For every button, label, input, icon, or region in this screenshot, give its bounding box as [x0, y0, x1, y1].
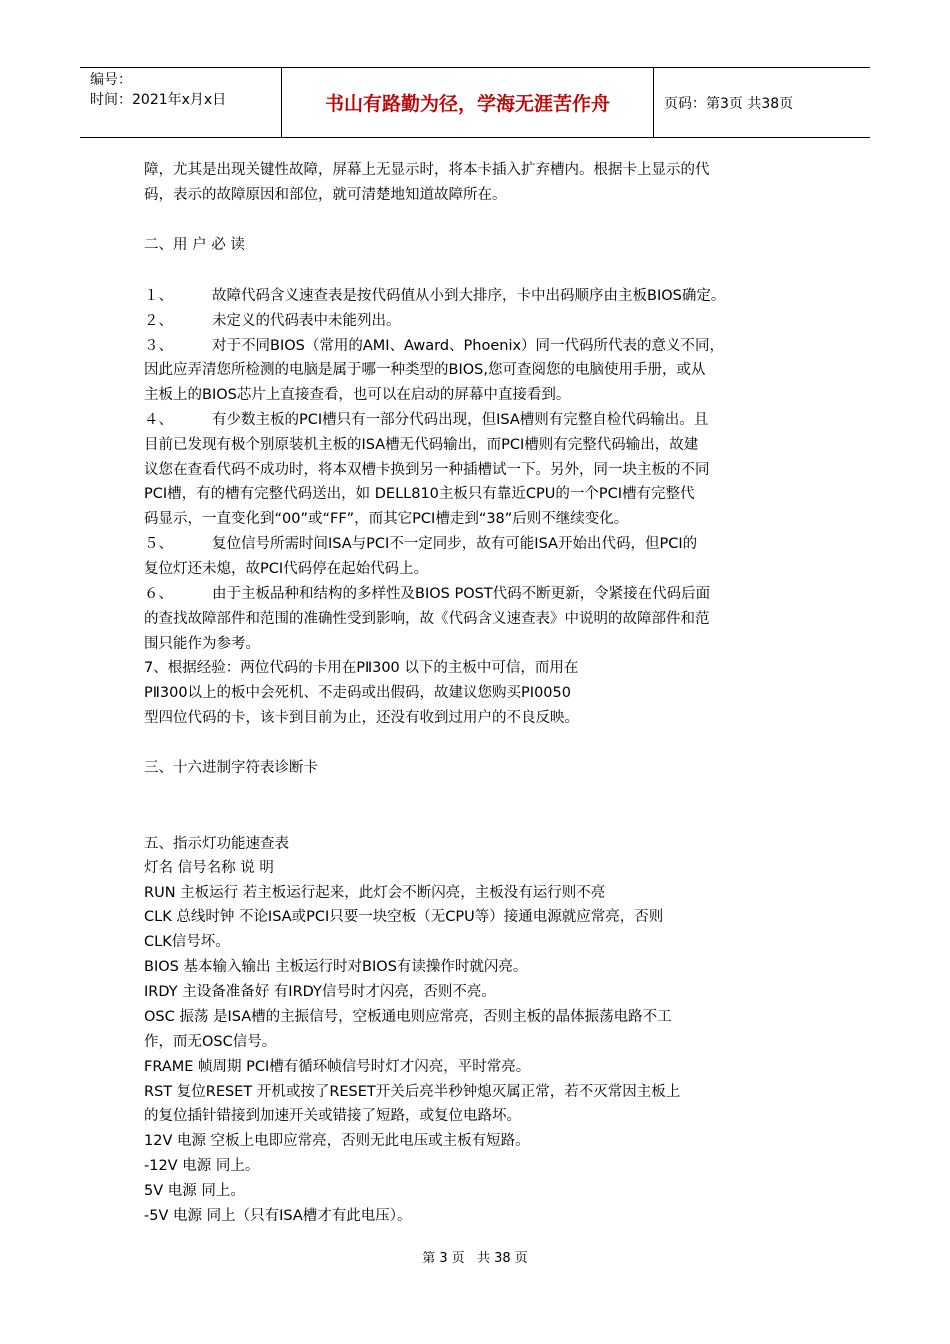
table-header: 灯名 信号名称 说 明	[144, 860, 274, 876]
page-header	[80, 67, 870, 138]
table-row: -5V 电源 同上（只有ISA槽才有此电压）。	[144, 1208, 412, 1224]
table-row: RUN 主板运行 若主板运行起来，此灯会不断闪亮，主板没有运行则不亮	[144, 885, 606, 901]
list-text: 故障代码含义速查表是按代码值从小到大排序，卡中出码顺序由主板BIOS确定。	[212, 288, 726, 304]
list-number: ５、	[144, 536, 173, 552]
list-number: ３、	[144, 338, 173, 354]
page-footer	[0, 1247, 950, 1266]
footer-page: 第 3 页	[422, 1251, 465, 1266]
section-heading: 二、用 户 必 读	[144, 237, 245, 253]
table-row: BIOS 基本输入输出 主板运行时对BIOS有读操作时就闪亮。	[144, 959, 528, 975]
paragraph-line: 议您在查看代码不成功时，将本双槽卡换到另一种插槽试一下。另外，同一块主板的不同	[144, 462, 710, 478]
list-text: 复位信号所需时间ISA与PCI不一定同步，故有可能ISA开始出代码，但PCI的	[212, 536, 698, 552]
list-text: 对于不同BIOS（常用的AMI、Award、Phoenix）同一代码所代表的意义不同，	[212, 338, 725, 354]
table-row: RST 复位RESET 开机或按了RESET开关后亮半秒钟熄灭属正常，若不灭常因主板上	[144, 1084, 681, 1100]
list-item	[144, 311, 401, 331]
code-label: 编号：	[90, 72, 132, 88]
list-item	[144, 410, 708, 430]
paragraph-line: 围只能作为参考。	[144, 636, 260, 652]
paragraph-line: 型四位代码的卡，该卡到目前为止，还没有收到过用户的不良反映。	[144, 710, 579, 726]
list-text: 由于主板品种和结构的多样性及BIOS POST代码不断更新，令紧接在代码后面	[212, 586, 711, 602]
paragraph-line: 的查找故障部件和范围的准确性受到影响，故《代码含义速查表》中说明的故障部件和范	[144, 611, 710, 627]
header-meta	[80, 68, 282, 137]
paragraph-line: 障，尤其是出现关键性故障，屏幕上无显示时，将本卡插入扩弃槽内。根据卡上显示的代	[144, 162, 710, 178]
table-row: CLK信号坏。	[144, 934, 230, 950]
paragraph-line: PⅡ300以上的板中会死机、不走码或出假码，故建议您购买PI0050	[144, 685, 571, 701]
table-row: 的复位插针错接到加速开关或错接了短路，或复位电路坏。	[144, 1108, 521, 1124]
header-motto: 书山有路勤为径，学海无涯苦作舟	[282, 68, 654, 137]
paragraph-line: 主板上的BIOS芯片上直接查看，也可以在启动的屏幕中直接看到。	[144, 387, 571, 403]
list-number: ２、	[144, 313, 173, 329]
table-row: -12V 电源 同上。	[144, 1158, 260, 1174]
list-number: ６、	[144, 586, 173, 602]
paragraph-line: 7、根据经验：两位代码的卡用在PⅡ300 以下的主板中可信，而用在	[144, 660, 579, 676]
paragraph-line: 复位灯还未熄，故PCI代码停在起始代码上。	[144, 561, 429, 577]
section-heading: 三、十六进制字符表诊断卡	[144, 760, 318, 776]
paragraph-line: 因此应弄清您所检测的电脑是属于哪一种类型的BIOS,您可查阅您的电脑使用手册，或从	[144, 362, 706, 378]
section-heading: 五、指示灯功能速查表	[144, 836, 289, 852]
list-number: １、	[144, 288, 173, 304]
list-text: 未定义的代码表中未能列出。	[212, 313, 401, 329]
list-text: 有少数主板的PCI槽只有一部分代码出现，但ISA槽则有完整自检代码输出。且	[212, 412, 709, 428]
paragraph-line: 码，表示的故障原因和部位，就可清楚地知道故障所在。	[144, 187, 507, 203]
paragraph-line: 码显示，一直变化到“00”或“FF”，而其它PCI槽走到“38”后则不继续变化。	[144, 511, 629, 527]
header-page-info: 页码：第3页 共38页	[664, 95, 794, 112]
table-row: FRAME 帧周期 PCI槽有循环帧信号时灯才闪亮，平时常亮。	[144, 1059, 531, 1075]
list-item	[144, 336, 724, 356]
list-number: ４、	[144, 412, 173, 428]
footer-total: 共 38 页	[476, 1251, 528, 1266]
time-label: 时间：2021年x月x日	[90, 92, 227, 108]
table-row: 作，而无OSC信号。	[144, 1034, 277, 1050]
paragraph-line: PCI槽，有的槽有完整代码送出，如 DELL810主板只有靠近CPU的一个PCI槽有完整代	[144, 486, 695, 502]
list-item	[144, 534, 697, 554]
table-row: IRDY 主设备准备好 有IRDY信号时才闪亮，否则不亮。	[144, 984, 496, 1000]
table-row: OSC 振荡 是ISA槽的主振信号，空板通电则应常亮，否则主板的晶体振荡电路不工	[144, 1009, 672, 1025]
list-item	[144, 286, 725, 306]
list-item	[144, 584, 710, 604]
table-row: 5V 电源 同上。	[144, 1183, 245, 1199]
table-row: 12V 电源 空板上电即应常亮，否则无此电压或主板有短路。	[144, 1133, 530, 1149]
table-row: CLK 总线时钟 不论ISA或PCI只要一块空板（无CPU等）接通电源就应常亮，否则	[144, 909, 664, 925]
paragraph-line: 目前已发现有极个别原装机主板的ISA槽无代码输出，而PCI槽则有完整代码输出，故建	[144, 437, 699, 453]
